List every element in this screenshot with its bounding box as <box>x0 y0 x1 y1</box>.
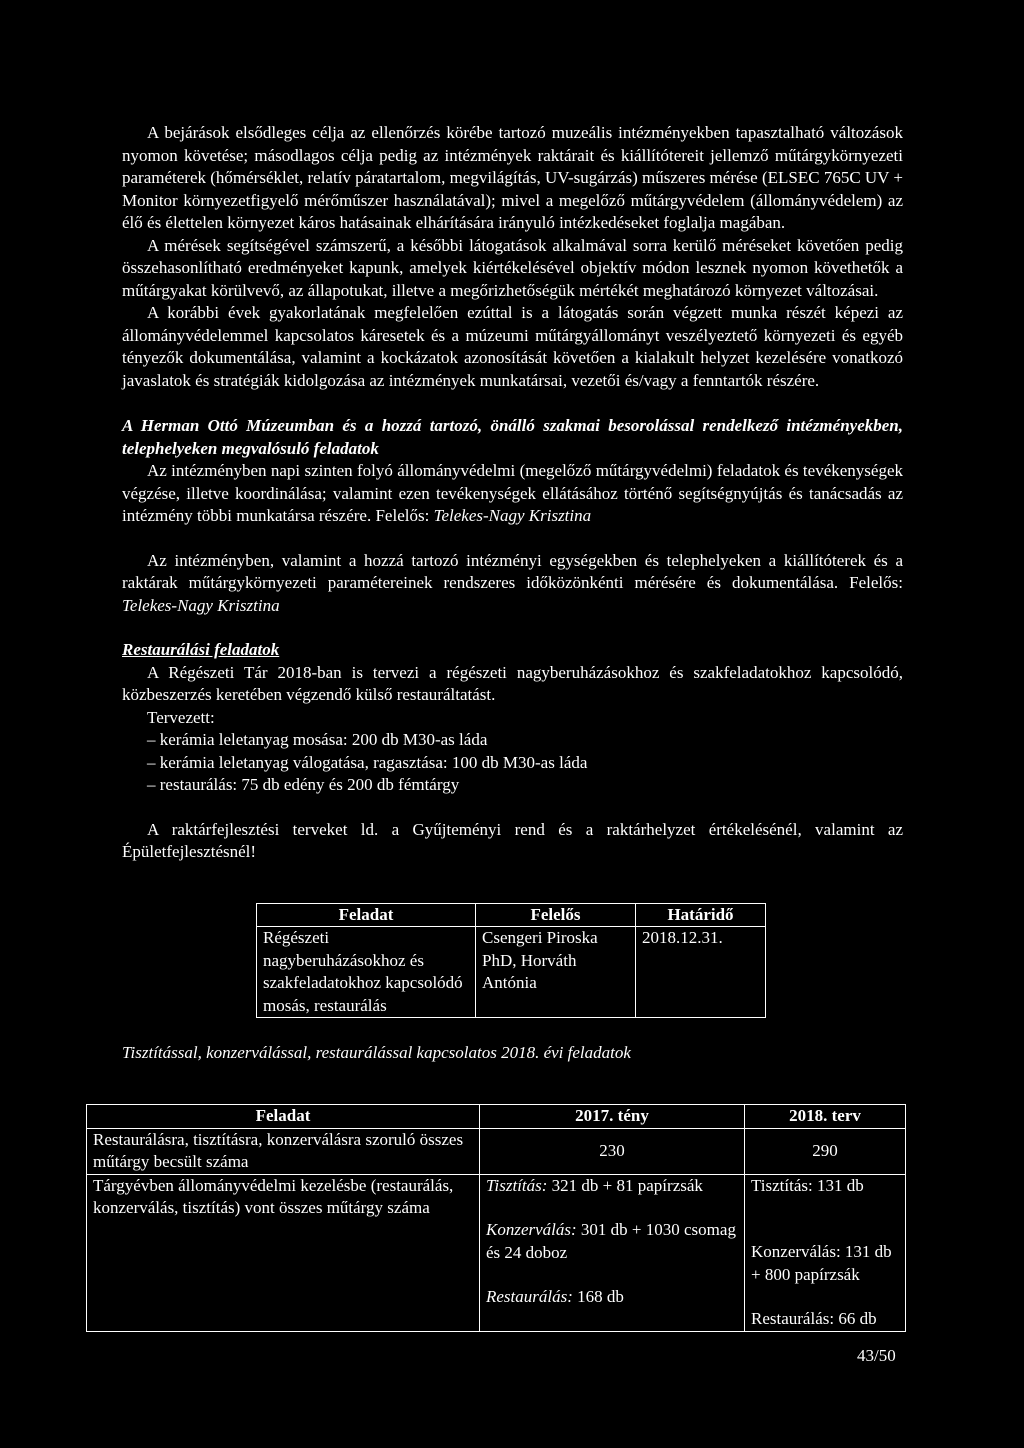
column-header: Feladat <box>257 903 476 927</box>
heading-herman-otto: A Herman Ottó Múzeumban és a hozzá tartozó, önálló szakmai besorolással rendelkező intézményekben, telephelyeken megvalósuló feladatok <box>122 416 903 458</box>
table-cell: 290 <box>745 1128 906 1174</box>
planned-item: – restaurálás: 75 db edény és 200 db fémtárgy <box>147 775 460 794</box>
task-table <box>256 903 766 1019</box>
column-header: 2017. tény <box>480 1105 745 1129</box>
paragraph-periodic-measurement: Az intézményben, valamint a hozzá tartozó intézményi egységekben és telephelyeken a kiállítóterek és a raktárak műtárgykörnyezeti paramétereinek rendszeres időközönkénti mérésére és dokumentálása. Felelős: Telekes-Nagy Krisztina <box>122 550 903 615</box>
planned-label: Tervezett: <box>147 707 215 727</box>
document-page <box>122 122 903 1065</box>
column-header: Felelős <box>476 903 636 927</box>
planned-item: – kerámia leletanyag mosása: 200 db M30-as láda <box>147 730 488 749</box>
cleaning-2017: Tisztítás: 321 db + 81 papírzsák <box>486 1175 703 1195</box>
planned-item: – kerámia leletanyag válogatása, ragasztása: 100 db M30-as láda <box>147 752 588 772</box>
table-cell: Tárgyévben állományvédelmi kezelésbe (restaurálás, konzerválás, tisztítás) vont összes műtárgy száma <box>87 1174 480 1331</box>
column-header: 2018. terv <box>745 1105 906 1129</box>
table-row <box>87 1128 906 1174</box>
conservation-2017: Konzerválás: 301 db + 1030 csomag és 24 doboz <box>486 1220 736 1262</box>
responsible-person: Telekes-Nagy Krisztina <box>122 595 280 615</box>
paragraph-daily-tasks: Az intézményben napi szinten folyó állományvédelmi (megelőző műtárgyvédelmi) feladatok és tevékenységek végzése, illetve koordinálása; valamint ezen tevékenységek ellátásához történő segítségnyújtás és tanácsadás az intézmény többi munkatársa részére. Felelős: Telekes-Nagy Krisztina <box>122 461 903 525</box>
table-row <box>87 1174 906 1331</box>
table-cell <box>480 1174 745 1331</box>
restoration-2017: Restaurálás: 168 db <box>486 1287 624 1306</box>
paragraph-inspection-goals: A bejárások elsődleges célja az ellenőrzés körébe tartozó muzeális intézményekben tapasztalható változások nyomon követése; másodlagos célja pedig az intézmények raktárait és kiállítótereit jellemző műtárgykörnyezeti paraméterek (hőmérséklet, relatív páratartalom, megvilágítás, UV-sugárzás) műszeres mérése (ELSEC 765C UV + Monitor környezetfigyelő mérőműszer használatával); mivel a megelőző műtárgyvédelem (állományvédelem) az élő és élettelen környezet káros hatásainak elhárítására irányuló intézkedéseket foglalja magában. <box>122 123 903 232</box>
conservation-2018: Konzerválás: 131 db + 800 papírzsák <box>751 1242 892 1284</box>
table-caption: Tisztítással, konzerválással, restaurálással kapcsolatos 2018. évi feladatok <box>122 1043 631 1062</box>
column-header: Feladat <box>87 1105 480 1129</box>
paragraph-documentation: A korábbi évek gyakorlatának megfelelően ezúttal is a látogatás során végzett munka részét képezi az állományvédelemmel kapcsolatos káresetek és a múzeumi műtárgyállományt veszélyeztető környezeti és egyéb tényezők dokumentálása, valamint a kockázatok azonosítását követően a kialakult helyzet kezelésére vonatkozó javaslatok és stratégiák kidolgozása az intézmények munkatársai, vezetői és/vagy a fenntartók részére. <box>122 303 903 390</box>
table-row <box>257 927 766 1018</box>
heading-restoration: Restaurálási feladatok <box>122 640 280 659</box>
table-header-row <box>257 903 766 927</box>
cleaning-2018: Tisztítás: 131 db <box>751 1175 864 1195</box>
responsible-person: Telekes-Nagy Krisztina <box>433 506 592 525</box>
restoration-2018: Restaurálás: 66 db <box>751 1309 877 1328</box>
page-number: 43/50 <box>857 1346 896 1365</box>
table-header-row <box>87 1105 906 1129</box>
paragraph-storage-development: A raktárfejlesztési terveket ld. a Gyűjteményi rend és a raktárhelyzet értékelésénél, valamint az Épületfejlesztésnél! <box>122 819 903 861</box>
paragraph-measurements: A mérések segítségével számszerű, a későbbi látogatások alkalmával sorra kerülő méréseket követően pedig összehasonlítható eredményeket kapunk, amelyek kiértékelésével objektív módon lesznek nyomon követhetők a műtárgyakat körülvevő, az állapotukat, illetve a megőrizhetőségük mértékét meghatározó környezet változásai. <box>122 235 903 300</box>
table-cell: 230 <box>480 1128 745 1174</box>
table-cell: Csengeri Piroska PhD, Horváth Antónia <box>476 927 636 1018</box>
table-cell: Régészeti nagyberuházásokhoz és szakfeladatokhoz kapcsolódó mosás, restaurálás <box>257 927 476 1018</box>
paragraph-restoration-plan: A Régészeti Tár 2018-ban is tervezi a régészeti nagyberuházásokhoz és szakfeladatokhoz kapcsolódó, közbeszerzés keretében végzendő külső restauráltatást. <box>122 662 903 704</box>
table-cell: 2018.12.31. <box>636 927 766 1018</box>
column-header: Határidő <box>636 903 766 927</box>
table-cell <box>745 1174 906 1331</box>
table-cell: Restaurálásra, tisztításra, konzerválásra szoruló összes műtárgy becsült száma <box>87 1128 480 1174</box>
conservation-table <box>86 1104 906 1332</box>
